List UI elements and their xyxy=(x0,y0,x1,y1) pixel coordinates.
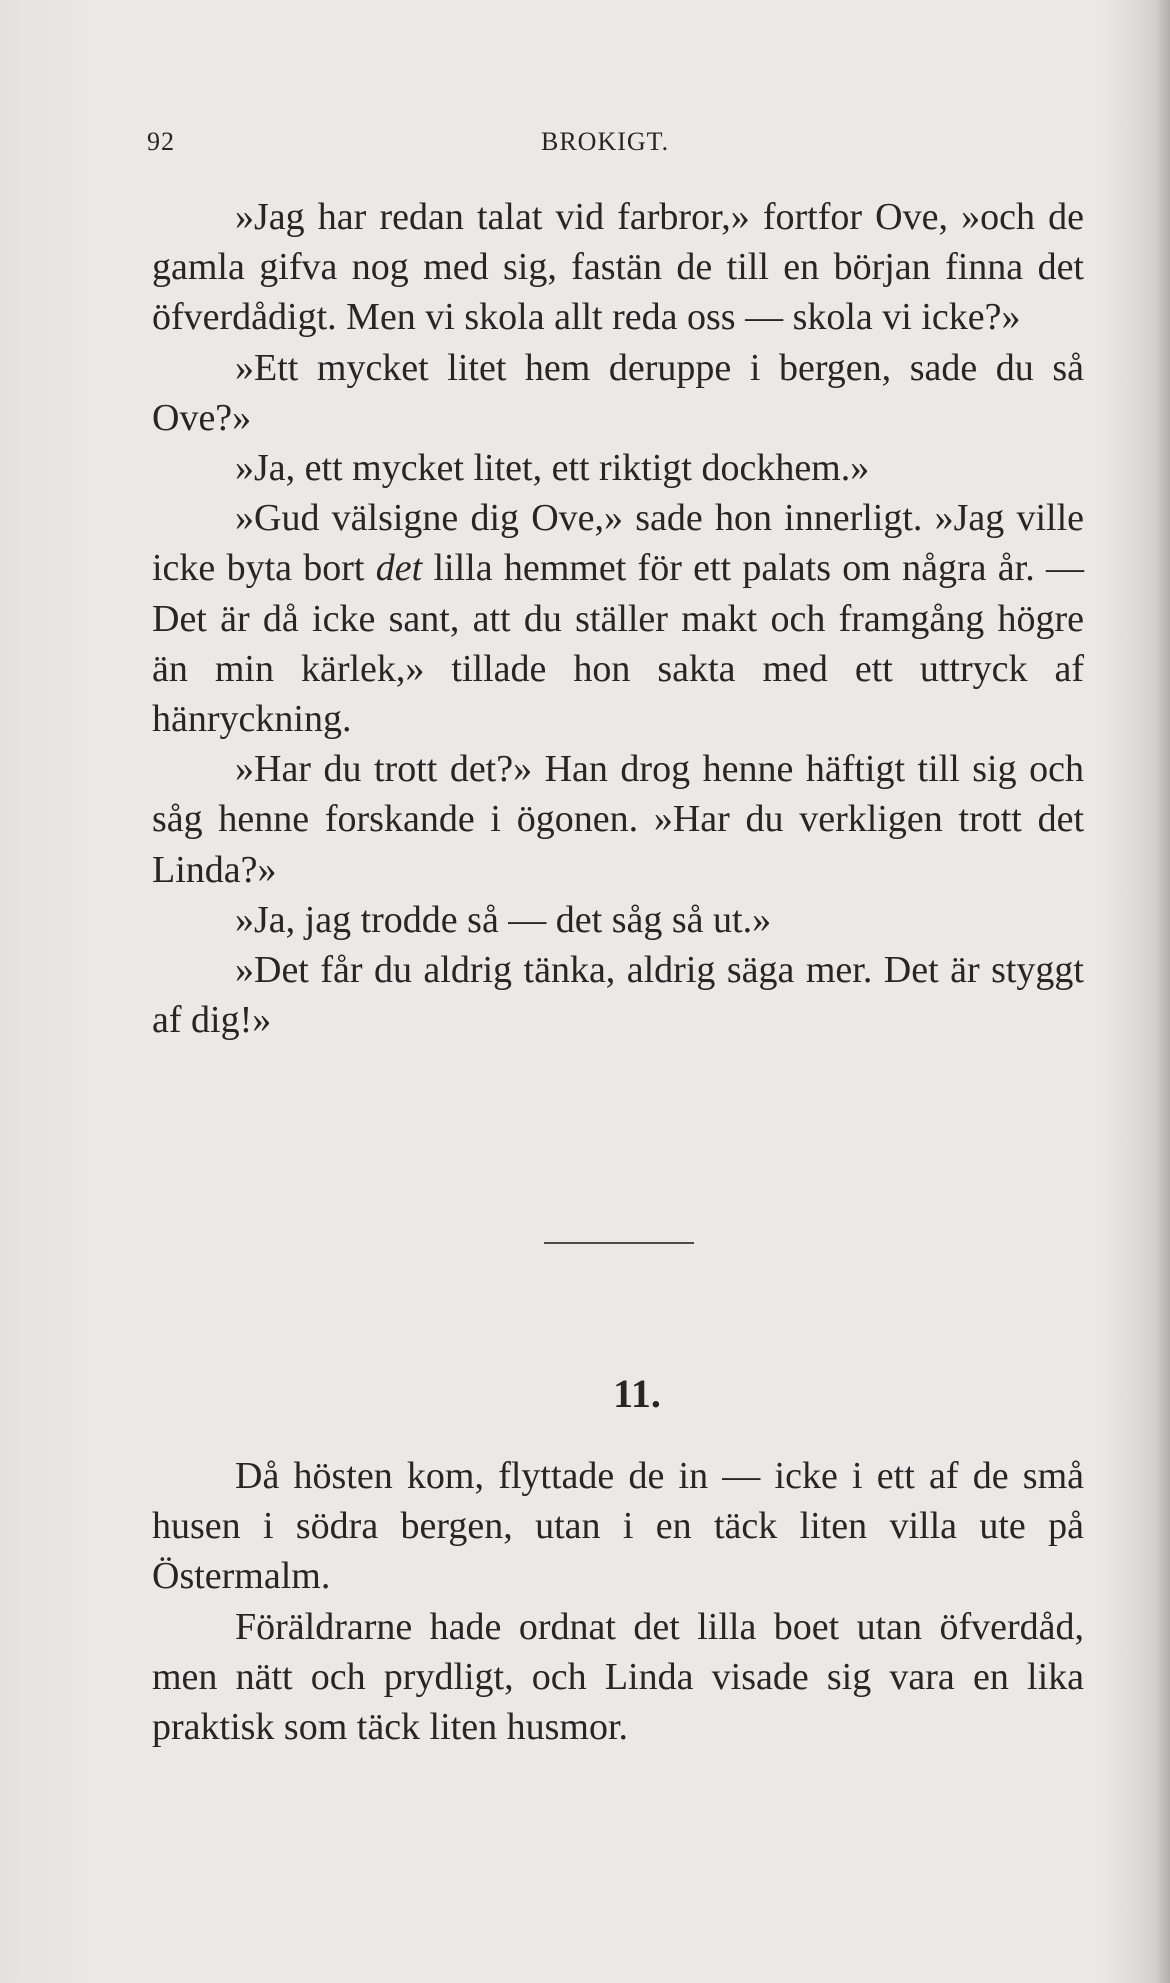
paragraph-1: »Jag har redan talat vid farbror,» fortfor Ove, »och de gamla gifva nog med sig, fastän de till en början finna det öfverdådigt. Men vi skola allt reda oss — skola vi icke?» xyxy=(152,196,1084,339)
paragraph-7: »Det får du aldrig tänka, aldrig säga mer. Det är styggt af dig!» xyxy=(152,949,1084,1042)
section-paragraph-2: Föräldrarne hade ordnat det lilla boet utan öfverdåd, men nätt och prydligt, och Linda visade sig vara en lika praktisk som täck liten husmor. xyxy=(152,1605,1084,1749)
section-text xyxy=(152,1451,1084,1752)
paragraph-5: »Har du trott det?» Han drog henne häftigt till sig och såg henne forskande i ögonen. »Har du verkligen trott det Linda?» xyxy=(152,748,1084,891)
paragraph-2: »Ett mycket litet hem deruppe i bergen, sade du så Ove?» xyxy=(152,346,1084,439)
section-number: 11. xyxy=(613,1371,661,1416)
page-header xyxy=(147,127,1017,167)
paragraph-4 xyxy=(152,493,1084,744)
paragraph-3: »Ja, ett mycket litet, ett riktigt dockhem.» xyxy=(235,447,870,490)
paragraph-4-prefix: »Gud välsigne dig Ove,» sade hon innerligt. »Jag ville icke byta bort xyxy=(152,497,1084,590)
section-divider xyxy=(544,1242,694,1244)
paragraph-6: »Ja, jag trodde så — det såg så ut.» xyxy=(235,898,772,941)
page-edge-shadow xyxy=(1156,0,1170,1983)
emphasized-word: det xyxy=(375,547,423,590)
running-title: BROKIGT. xyxy=(541,127,670,156)
section-paragraph-1: Då hösten kom, flyttade de in — icke i ett af de små husen i södra bergen, utan i en täck liten villa ute på Östermalm. xyxy=(152,1455,1084,1598)
page-number: 92 xyxy=(147,127,175,156)
chapter-text xyxy=(152,192,1084,1045)
paragraph-4-suffix: lilla hemmet för ett palats om några år. — Det är då icke sant, att du ställer makt och framgång högre än min kärlek,» tillade hon sakta med ett uttryck af hänryckning. xyxy=(152,547,1084,741)
